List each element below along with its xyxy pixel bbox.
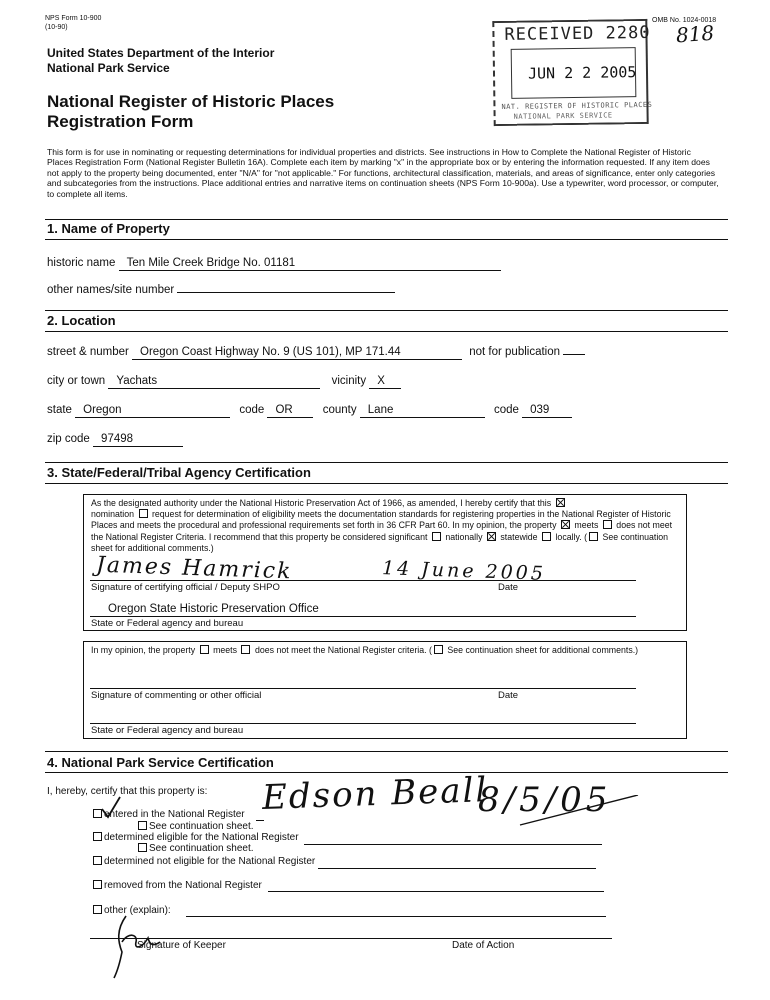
county-code-label: code [493,404,519,416]
vicinity-label: vicinity [331,375,367,387]
commenting-agency-label: State or Federal agency and bureau [91,725,244,736]
opinion-continuation-label: See continuation sheet for additional comments.) [447,645,639,655]
cert-locally-label: locally. ( [555,531,588,542]
not-for-publication-label: not for publication [469,346,561,358]
eligible-checkbox[interactable] [93,832,102,841]
request-determination-checkbox[interactable] [139,509,148,518]
stamp-date: JUN 2 2 2005 [527,63,637,83]
other-checkbox[interactable] [93,905,102,914]
opinion-meets-label: meets [213,645,238,655]
section1-heading: 1. Name of Property [47,221,170,236]
cert-nationally-label: nationally [445,531,483,542]
does-not-meet-checkbox[interactable] [603,520,612,529]
option-removed-label: removed from the National Register [104,880,262,891]
certifying-official-signature: James Hamrick [95,552,293,585]
section1-top-rule [45,219,728,220]
other-names-row [47,284,395,296]
keeper-date-handwritten: 8/5/05 [478,780,612,820]
entered-continuation-checkbox[interactable] [138,821,147,830]
entered-continuation-label: See continuation sheet. [149,821,254,832]
street-row [47,346,585,360]
stamp-bottom-line2: NATIONAL PARK SERVICE [513,111,613,121]
opinion-not-meets-label: does not meet the National Register criteria. ( [254,645,432,655]
date-of-action-label: Date of Action [452,940,515,951]
cert-text-2: request for determination of eligibility meets the documentation standards for registering properties in the National Register of Historic Places and meets the procedural and professional requirements set forth in 36 CFR Part 60. In my opinion, the property [91,509,671,531]
zip-row [47,433,183,447]
section4-top-rule [45,751,728,752]
cert-not-meets-label: does not meet the National Register Criteria. I recommend that this property be considered significant [91,520,673,542]
removed-line [268,891,604,892]
county-value[interactable]: Lane [360,404,485,418]
form-title-line1: National Register of Historic Places [47,92,335,111]
street-label: street & number [47,346,129,358]
eligible-line [304,844,602,845]
county-label: county [322,404,357,416]
eligible-continuation-label: See continuation sheet. [149,843,254,854]
opinion-text: In my opinion, the property [91,645,196,655]
option-entered[interactable] [91,809,245,820]
keeper-signature-line [90,938,612,939]
not-eligible-checkbox[interactable] [93,856,102,865]
state-code-value[interactable]: OR [267,404,313,418]
section2-bottom-rule [45,331,728,332]
cert-statewide-label: statewide [500,531,538,542]
cert-continuation-label: See continuation sheet for additional comments.) [91,531,669,553]
stamp-received: RECEIVED 2280 [504,22,651,45]
handwritten-ref: 818 [675,20,715,48]
historic-name-value[interactable]: Ten Mile Creek Bridge No. 01181 [119,257,501,271]
option-eligible[interactable] [91,832,299,843]
commenting-opinion-text [91,645,681,656]
section3-top-rule [45,462,728,463]
form-number: NPS Form 10-900 [45,15,102,22]
agency-bureau-line [90,616,636,617]
zip-label: zip code [47,433,90,445]
form-title-line2: Registration Form [47,112,194,131]
city-row [47,375,401,389]
certifying-signature-label: Signature of certifying official / Deputy SHPO [91,582,280,593]
agency-bureau-value[interactable]: Oregon State Historic Preservation Office [108,603,319,615]
statewide-checkbox[interactable] [487,532,496,541]
date-flourish [520,795,638,825]
cert-text-1: As the designated authority under the National Historic Preservation Act of 1966, as amended, I hereby certify that this [91,498,552,508]
option-eligible-label: determined eligible for the National Register [104,832,299,843]
entered-line [256,820,264,821]
nps-certify-text: I, hereby, certify that this property is: [47,786,208,797]
commenting-agency-line [90,723,636,724]
eligible-continuation-checkbox[interactable] [138,843,147,852]
cert-nomination-label: nomination [91,509,135,520]
agency-bureau-label: State or Federal agency and bureau [91,618,244,629]
historic-name-label: historic name [47,257,116,269]
certifying-date-label: Date [498,582,519,593]
keeper-signature-label: Signature of Keeper [137,940,226,951]
not-for-publication-value[interactable] [563,353,585,355]
street-value[interactable]: Oregon Coast Highway No. 9 (US 101), MP 171.44 [132,346,462,360]
option-entered-continuation[interactable] [136,821,254,832]
section2-heading: 2. Location [47,313,116,328]
instructions: This form is for use in nominating or requesting determinations for individual properties and districts. See instructions in How to Complete the National Register of Historic Places Registration Form (National Register Bulletin 16A). Complete each item by marking "x" in the appropriate box or by entering the information requested. If any item does not apply to the property being documented, enter "N/A" for "not applicable." For functions, architectural classification, materials, and areas of significance, enter only categories and subcategories from the instructions. Place additional entries and narrative items on continuation sheets (NPS Form 10-900a). Use a typewriter, word processor, or computer, to complete all items. [47,147,719,199]
vicinity-value[interactable]: X [369,375,401,389]
state-certification-text [91,498,681,554]
keeper-signature: Edson Beall [261,770,489,818]
option-not-eligible[interactable] [91,856,315,867]
received-stamp [492,19,653,126]
state-value[interactable]: Oregon [75,404,230,418]
option-entered-label: entered in the National Register [104,809,245,820]
option-other-label: other (explain): [104,905,171,916]
cert-meets-label: meets [574,520,599,531]
meets-checkbox[interactable] [561,520,570,529]
commenting-date-label: Date [498,690,519,701]
other-explain-line [186,916,606,917]
section3-bottom-rule [45,483,728,484]
agency-name: National Park Service [47,61,170,75]
commenting-signature-label: Signature of commenting or other official [91,690,262,701]
zip-value[interactable]: 97498 [93,433,183,447]
state-row [47,404,572,418]
other-names-label: other names/site number [47,284,175,296]
historic-name-row [47,257,501,271]
county-code-value[interactable]: 039 [522,404,572,418]
state-label: state [47,404,72,416]
locally-checkbox[interactable] [542,532,551,541]
omb-number: OMB No. 1024-0018 [652,17,717,24]
option-removed[interactable] [91,880,262,891]
other-names-value[interactable] [177,291,395,293]
opinion-not-meets-checkbox[interactable] [241,645,250,654]
option-eligible-continuation[interactable] [136,843,254,854]
section4-heading: 4. National Park Service Certification [47,755,274,770]
city-label: city or town [47,375,106,387]
commenting-signature-line [90,688,636,689]
section1-bottom-rule [45,239,728,240]
section2-top-rule [45,310,728,311]
city-value[interactable]: Yachats [108,375,320,389]
not-eligible-line [318,868,596,869]
cert-continuation-checkbox[interactable] [589,532,598,541]
nomination-checkbox[interactable] [556,498,565,507]
certifying-signature-line [90,580,636,581]
certifying-date-handwritten: 14 June 2005 [381,557,547,585]
stamp-bottom-line1: NAT. REGISTER OF HISTORIC PLACES [501,100,653,111]
section3-heading: 3. State/Federal/Tribal Agency Certification [47,465,311,480]
state-code-label: code [239,404,265,416]
option-not-eligible-label: determined not eligible for the National Register [104,856,316,867]
opinion-meets-checkbox[interactable] [200,645,209,654]
opinion-continuation-checkbox[interactable] [434,645,443,654]
removed-checkbox[interactable] [93,880,102,889]
form-revision: (10-90) [45,24,68,31]
nationally-checkbox[interactable] [432,532,441,541]
department-name: United States Department of the Interior [47,46,275,60]
entered-checkbox[interactable] [93,809,102,818]
